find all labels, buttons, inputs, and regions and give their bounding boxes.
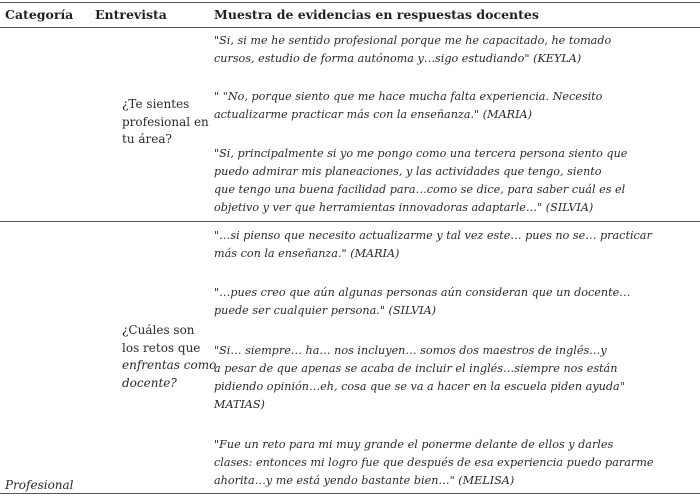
evidence-quote <box>214 145 696 217</box>
header-muestra: Muestra de evidencias en respuestas docentes <box>214 7 539 22</box>
evidence-line: clases: entonces mi logro fue que después de esa experiencia puedo pararme <box>214 456 654 469</box>
question-line: tu área? <box>122 132 172 146</box>
question-cell <box>122 322 216 392</box>
evidence-line: actualizarme practicar más con la enseñanza." (MARIA) <box>214 108 532 121</box>
evidence-line: MATIAS) <box>214 398 265 411</box>
evidence-quote <box>214 88 696 124</box>
evidence-line: más con la enseñanza." (MARIA) <box>214 247 400 260</box>
header-rule <box>0 27 700 28</box>
evidence-quote <box>214 227 696 263</box>
evidence-quote <box>214 32 696 68</box>
header-entrevista: Entrevista <box>95 7 167 22</box>
evidence-line: que tengo una buena facilidad para…como se dice, para saber cuál es el <box>214 183 626 196</box>
evidence-line: ahorita…y me está yendo bastante bien…" (MELISA) <box>214 474 515 487</box>
question-line: ¿Cuáles son <box>122 323 195 337</box>
evidence-line: "…si pienso que necesito actualizarme y tal vez este… pues no se… practicar <box>214 229 652 242</box>
evidence-line: puede ser cualquier persona." (SILVIA) <box>214 304 437 317</box>
question-cell <box>122 96 209 149</box>
section-divider-rule <box>0 221 700 222</box>
evidence-line: "…pues creo que aún algunas personas aún consideran que un docente… <box>214 286 631 299</box>
question-line: ¿Te sientes <box>122 97 190 111</box>
evidence-line: "Si… siempre… ha… nos incluyen… somos dos maestros de inglés…y <box>214 344 607 357</box>
evidence-line: objetivo y ver que herramientas innovadoras adaptarle…" (SILVIA) <box>214 201 594 214</box>
evidence-quote <box>214 342 696 414</box>
top-rule <box>0 2 700 3</box>
question-line: los retos que <box>122 340 201 355</box>
evidence-line: puedo admirar mis planeaciones, y las actividades que tengo, siento <box>214 165 602 178</box>
evidence-line: "Si, principalmente si yo me pongo como una tercera persona siento que <box>214 147 628 160</box>
category-label: Profesional <box>5 478 74 492</box>
evidence-line: "Si, si me he sentido profesional porque me he capacitado, he tomado <box>214 34 612 47</box>
header-categoria: Categoría <box>5 7 74 22</box>
evidence-line: cursos, estudio de forma autónoma y…sigo estudiando" (KEYLA) <box>214 52 582 65</box>
evidence-quote <box>214 284 696 320</box>
evidence-line: pidiendo opinión…eh, cosa que se va a hacer en la escuela piden ayuda" <box>214 380 625 393</box>
evidence-line: "Fue un reto para mi muy grande el ponerme delante de ellos y darles <box>214 438 614 451</box>
question-line: profesional en <box>122 114 209 129</box>
evidence-line: " "No, porque siento que me hace mucha falta experiencia. Necesito <box>214 90 603 103</box>
evidence-line: a pesar de que apenas se acaba de incluir el inglés…siempre nos están <box>214 362 618 375</box>
question-line: docente? <box>122 375 177 390</box>
evidence-quote <box>214 436 696 490</box>
question-line: enfrentas como <box>122 358 217 372</box>
bottom-rule <box>0 493 700 494</box>
